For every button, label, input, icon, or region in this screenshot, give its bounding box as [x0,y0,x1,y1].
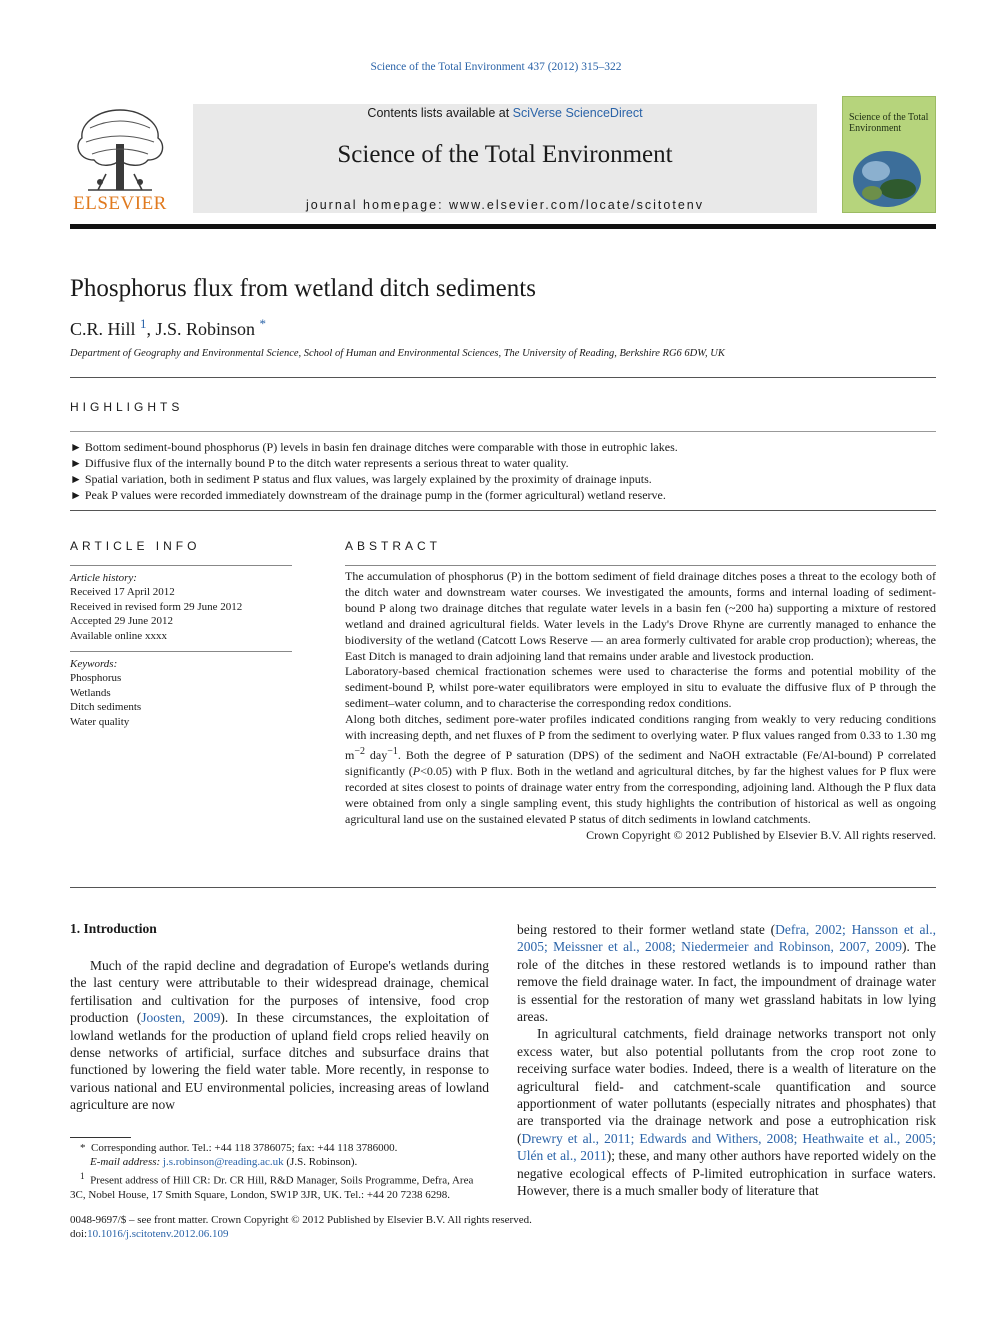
front-matter [70,1213,532,1242]
footnote-mark-1[interactable]: 1 [140,316,147,331]
history-accepted: Accepted 29 June 2012 [70,615,173,628]
keyword: Phosphorus [70,672,122,685]
journal-title: Science of the Total Environment [337,141,673,168]
intro-right-column [517,921,936,1200]
journal-cover [842,96,936,213]
intro-paragraph: Much of the rapid decline and degradation of Europe's wetlands during the last century were attributable to their widespread drainage, chemical fertilisation and cultivation for the purposes of intensive, food crop production (Joosten, 2009). In these circumstances, the exploitation of lowland wetlands for the production of upland field crops relied heavily on dense networks of artificial, surface ditches and subsurface drains that functioned by lowering the field water table. More recently, in response to various national and EU environmental policies, increasing areas of lowland agriculture are now [70,958,489,1113]
section-heading-introduction: 1. Introduction [70,921,157,936]
email-link[interactable]: j.s.robinson@reading.ac.uk [162,1156,284,1169]
highlight-item: ► Spatial variation, both in sediment P status and flux values, was largely explained by the proximity of drainage inputs. [70,472,652,486]
citation-link[interactable]: Drewry et al., 2011; Edwards and Withers, 2008; Heathwaite et al., 2005; Ulén et al., 2011 [517,1130,936,1164]
divider [70,565,292,566]
abstract-body [345,569,936,843]
intro-paragraph: being restored to their former wetland state (Defra, 2002; Hansson et al., 2005; Meissner et al., 2008; Niedermeier and Robinson, 2007, 2009). The role of the ditches in these restored wetlands is to impound rather than remove the field drainage water. In fact, the impoundment of drainage water is essential for the restoration of many wet grassland habitats in low lying areas. [517,922,936,1025]
issn-line: 0048-9697/$ – see front matter. Crown Copyright © 2012 Published by Elsevier B.V. All rights reserved. [70,1214,532,1226]
author-list [70,316,266,340]
history-online: Available online xxxx [70,629,167,642]
divider [345,565,936,566]
cover-title: Science of the Total Environment [849,112,929,134]
cover-image [846,149,928,209]
keyword: Water quality [70,715,130,728]
highlight-item: ► Bottom sediment-bound phosphorus (P) levels in basin fen drainage ditches were comparable with those in eutrophic lakes. [70,440,678,454]
header-rule [70,224,936,229]
divider [70,431,936,432]
citation-link[interactable]: Defra, 2002; Hansson et al., 2005; Meissner et al., 2008; Niedermeier and Robinson, 2007, 2009 [517,922,936,955]
copyright-notice: Crown Copyright © 2012 Published by Elsevier B.V. All rights reserved. [586,827,936,842]
highlights-list [70,439,936,503]
citation-link[interactable]: Joosten, 2009 [141,1010,221,1026]
highlight-item: ► Peak P values were recorded immediately downstream of the drainage pump in the (former agricultural) wetland reserve. [70,488,666,502]
footnote-1: $^1$ Present address of Hill CR: Dr. CR Hill, R&D Manager, Soils Programme, Defra, Area 3C, Nobel House, 17 Smith Square, London, SW1P 3JR, UK. Tel.: +44 20 7238 6298. [70,1171,474,1202]
publisher-name: ELSEVIER [73,193,167,214]
journal-homepage[interactable]: journal homepage: www.elsevier.com/locate/scitotenv [306,198,704,212]
article-info-heading: ARTICLE INFO [70,539,201,553]
doi-line: doi:10.1016/j.scitotenv.2012.06.109 [70,1228,229,1241]
keyword: Wetlands [70,686,111,699]
highlights-heading: HIGHLIGHTS [70,400,184,414]
history-received: Received 17 April 2012 [70,586,175,599]
abstract-paragraph: Along both ditches, sediment pore-water profiles indicated conditions ranging from weakly to very reducing conditions with increasing depth, and net fluxes of P from the sediment to overlying water. P flux values ranged from 0.33 to 1.30 mg $m^{-2}$ day$^{-1}$. Both the degree of P saturation (DPS) of the sediment and NaOH extractable (Fe/Al-bound) P correlated significantly (P<0.05) with P flux. Both in the wetland and agricultural ditches, by far the highest values for P flux were recorded at sites closest to points of drainage water entry from the corresponding, adjoining land. Although the P flux data were obtained from only a single sampling event, this study highlights the contribution of historical as well as ongoing agricultural land use on the sustained elevated P status of ditch sediments in lowland catchments. [345,712,937,826]
intro-paragraph: In agricultural catchments, field drainage networks transport not only excess water, but also potential pollutants from the crop root zone to receiving surface water bodies. Indeed, there is a wealth of literature on the agricultural field- and catchment-scale quantification and source apportionment of water pollutants (especially nitrates and phosphates) that are transported via the drainage network and pose a eutrophication risk (Drewry et al., 2011; Edwards and Withers, 2008; Heathwaite et al., 2005; Ulén et al., 2011); these, and many other authors have reported widely on the negative ecological effects of P-limited eutrophication in surface waters. However, there is a much smaller body of literature that [517,1026,936,1199]
footnote-email: E-mail address: j.s.robinson@reading.ac.uk (J.S. Robinson). [90,1156,358,1169]
doi-link[interactable]: 10.1016/j.scitotenv.2012.06.109 [87,1228,229,1241]
divider [70,377,936,378]
article-title: Phosphorus flux from wetland ditch sediments [70,275,536,302]
contents-line [193,106,817,120]
affiliation: Department of Geography and Environmental Science, School of Human and Environmental Sciences, The University of Reading, Berkshire RG6 6DW, UK [70,348,725,359]
divider [70,651,292,652]
abstract-paragraph: Laboratory-based chemical fractionation schemes were used to characterise the forms and potential mobility of the sediment-bound P, whilst pore-water equilibrators were employed in situ to evaluate the diffusive flux of P through the sediment–water column, and to characterise the corresponding redox conditions. [345,664,936,711]
author-hill: C.R. Hill [70,319,141,339]
footnote-corresponding: * Corresponding author. Tel.: +44 118 3786075; fax: +44 118 3786000. [80,1142,398,1154]
keyword: Ditch sediments [70,701,142,714]
history-label: Article history: [70,572,137,584]
keywords-label: Keywords: [70,658,118,670]
abstract-paragraph: The accumulation of phosphorus (P) in the bottom sediment of field drainage ditches poses a threat to the ecology both of the ditch water and downstream water courses. We investigated the amounts, forms and internal loading of sediment-bound P along two drainage ditches that regulate water levels in a basin fen (~200 ha) supporting a mixture of restored wetland and drained agricultural fields. Water levels in the Lady's Drove Rhyne are currently managed to enhance the biodiversity of the wetland (Catcott Lows Reserve — an area formerly cultivated for arable crop production); whereas, the East Ditch is managed to drain adjoining land that remains under arable and livestock production. [345,569,936,663]
journal-reference[interactable]: Science of the Total Environment 437 (2012) 315–322 [370,61,622,73]
divider [70,887,936,888]
footnote-rule [70,1137,131,1138]
abstract-heading: ABSTRACT [345,539,442,553]
highlight-item: ► Diffusive flux of the internally bound P to the ditch water represents a serious threat to water quality. [70,456,569,470]
history-revised: Received in revised form 29 June 2012 [70,600,243,613]
footnotes [70,1141,491,1202]
article-history [70,571,292,643]
intro-left-column [70,957,489,1114]
keywords [70,657,292,729]
corresponding-author-mark[interactable]: * [259,316,267,331]
author-robinson: , J.S. Robinson [146,319,260,339]
contents-prefix: Contents lists available at [367,106,513,120]
sciencedirect-link[interactable]: SciVerse ScienceDirect [512,106,643,120]
divider [70,510,936,511]
